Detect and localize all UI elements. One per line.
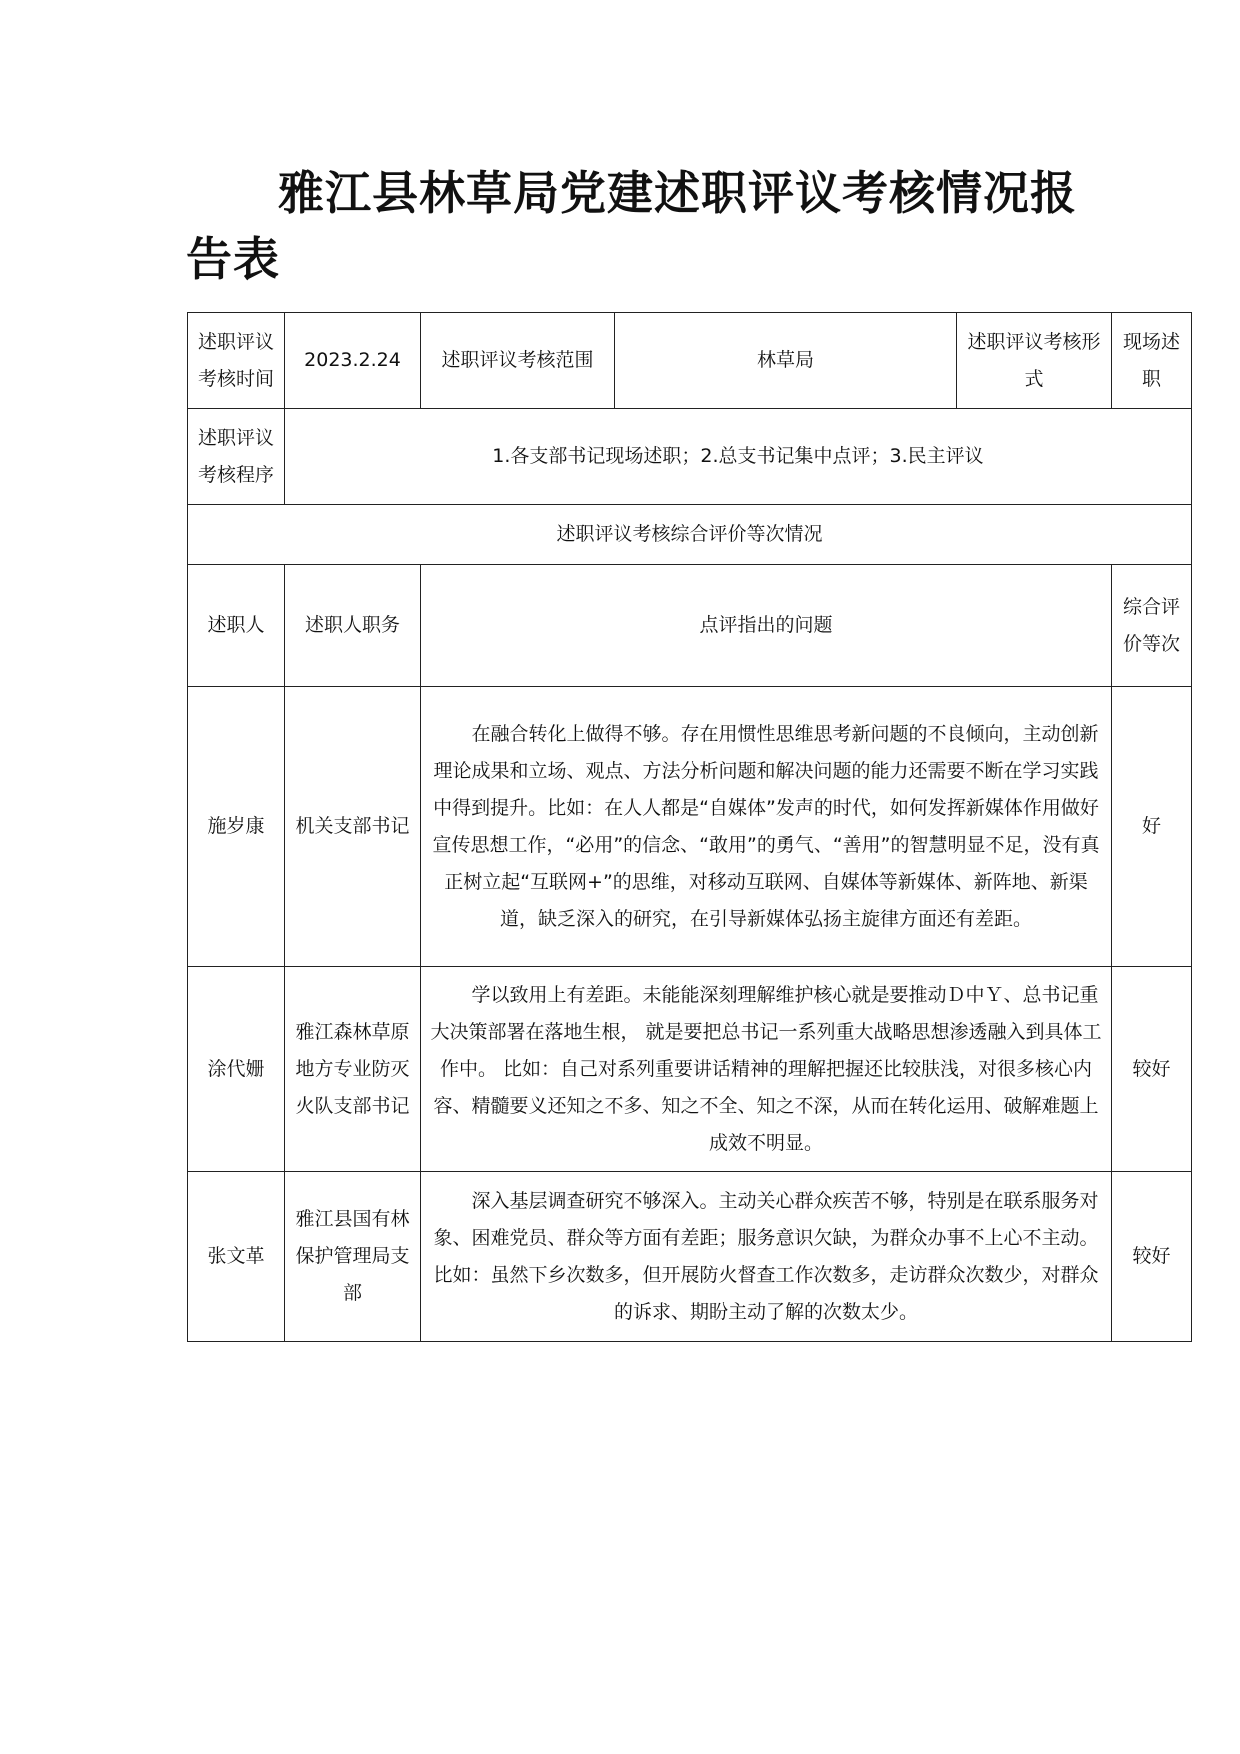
problem-text: 深入基层调查研究不够深入。主动关心群众疾苦不够，特别是在联系服务对象、困难党员、群众等方面有差距；服务意识欠缺，为群众办事不上心不主动。比如：虽然下乡次数多，但开展防火督查工作次数多，走访群众次数少，对群众的诉求、期盼主动了解的次数太少。 <box>433 1189 1099 1323</box>
summary-heading-row <box>188 505 1192 565</box>
grade-value: 好 <box>1112 687 1192 967</box>
problem-text: 学以致用上有差距。未能能深刻理解维护核心就是要推动Ｄ中Ｙ、总书记重大决策部署在落地生根， 就是要把总书记一系列重大战略思想渗透融入到具体工作中。 比如：自己对系列重要讲话精神的理解把握还比较肤浅，对很多核心内容、精髓要义还知之不多、知之不全、知之不深，从而在转化运用、破解难题上成效不明显。 <box>430 983 1102 1154</box>
procedure-value: 1.各支部书记现场述职；2.总支书记集中点评；3.民主评议 <box>285 409 1192 505</box>
header-row <box>188 313 1192 409</box>
table-row <box>188 687 1192 967</box>
column-problems: 点评指出的问题 <box>421 565 1112 687</box>
column-position: 述职人职务 <box>285 565 421 687</box>
procedure-row <box>188 409 1192 505</box>
problem-cell <box>421 967 1112 1172</box>
column-header-row <box>188 565 1192 687</box>
problem-cell <box>421 687 1112 967</box>
problem-cell <box>421 1172 1112 1342</box>
time-label: 述职评议考核时间 <box>188 313 285 409</box>
column-person: 述职人 <box>188 565 285 687</box>
grade-value: 较好 <box>1112 1172 1192 1342</box>
scope-label: 述职评议考核范围 <box>421 313 615 409</box>
table-row <box>188 967 1192 1172</box>
procedure-label: 述职评议考核程序 <box>188 409 285 505</box>
person-position: 机关支部书记 <box>285 687 421 967</box>
column-grade: 综合评价等次 <box>1112 565 1192 687</box>
scope-value: 林草局 <box>615 313 957 409</box>
person-name: 张文革 <box>188 1172 285 1342</box>
grade-value: 较好 <box>1112 967 1192 1172</box>
person-name: 涂代姗 <box>188 967 285 1172</box>
person-position: 雅江县国有林保护管理局支部 <box>285 1172 421 1342</box>
report-table <box>187 312 1192 1342</box>
form-value: 现场述职 <box>1112 313 1192 409</box>
person-position: 雅江森林草原地方专业防灭火队支部书记 <box>285 967 421 1172</box>
problem-text: 在融合转化上做得不够。存在用惯性思维思考新问题的不良倾向，主动创新理论成果和立场、观点、方法分析问题和解决问题的能力还需要不断在学习实践中得到提升。比如：在人人都是“自媒体”发声的时代，如何发挥新媒体作用做好宣传思想工作，“必用”的信念、“敢用”的勇气、“善用”的智慧明显不足，没有真正树立起“互联网+”的思维，对移动互联网、自媒体等新媒体、新阵地、新渠道，缺乏深入的研究，在引导新媒体弘扬主旋律方面还有差距。 <box>432 722 1100 930</box>
page-title: 雅江县林草局党建述职评议考核情况报告表 <box>186 166 1077 286</box>
time-value: 2023.2.24 <box>285 313 421 409</box>
form-label: 述职评议考核形式 <box>957 313 1112 409</box>
person-name: 施岁康 <box>188 687 285 967</box>
table-row <box>188 1172 1192 1342</box>
summary-heading: 述职评议考核综合评价等次情况 <box>188 505 1192 565</box>
